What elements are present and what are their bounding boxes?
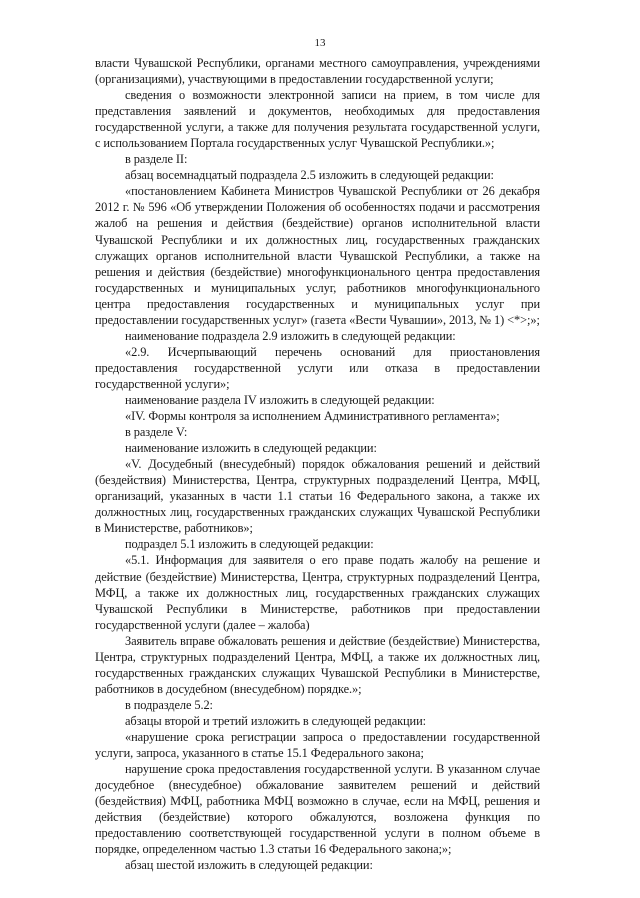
paragraph: «5.1. Информация для заявителя о его праве подать жалобу на решение и действие (бездействие) Министерства, Центра, структурных подразделений Центра, МФЦ, а также их должностных лиц, государственных гражданских служащих Чувашской Республики в Министерстве, работников при предоставлении государственной услуги (далее – жалоба) [95,553,540,632]
document-body [95,55,540,873]
paragraph: нарушение срока предоставления государственной услуги. В указанном случае досудебное (внесудебное) обжалование заявителем решений и действий (бездействия) МФЦ, работника МФЦ возможно в случае, если на МФЦ, решения и действия (бездействие) которого обжалуются, возложена функция по предоставлению соответствующей государственной услуги в полном объеме в порядке, определенном частью 1.3 статьи 16 Федерального закона;»; [95,762,540,857]
paragraph: «нарушение срока регистрации запроса о предоставлении государственной услуги, запроса, указанного в статье 15.1 Федерального закона; [95,729,540,761]
paragraph: наименование изложить в следующей редакции: [125,441,377,456]
paragraph: абзац шестой изложить в следующей редакции: [125,858,373,873]
paragraph: власти Чувашской Республики, органами местного самоуправления, учреждениями (организациями), участвующими в предоставлении государственной услуги; [95,56,540,87]
paragraph: «постановлением Кабинета Министров Чувашской Республики от 26 декабря 2012 г. № 596 «Об утверждении Положения об особенностях подачи и рассмотрения жалоб на решения и действия (бездействие) органов исполнительной власти Чувашской Республики и их должностных лиц, государственных гражданских служащих органов исполнительной власти Чувашской Республики, а также на решения и действия (бездействие) многофункционального центра предоставления государственных и муниципальных услуг, работников многофункционального центра предоставления государственных и муниципальных услуг при предоставлении государственных услуг» (газета «Вести Чувашии», 2013, № 1) <*>;»; [95,184,540,327]
paragraph: «2.9. Исчерпывающий перечень оснований для приостановления предоставления государственной услуги или отказа в предоставлении государственной услуги»; [95,344,540,391]
paragraph: в разделе II: [125,152,188,167]
paragraph: «V. Досудебный (внесудебный) порядок обжалования решений и действий (бездействия) Министерства, Центра, структурных подразделений Центра, МФЦ, организаций, указанных в части 1.1 статьи 16 Федерального закона, а также их должностных лиц, государственных гражданских служащих Чувашской Республики в Министерстве, работников»; [95,457,540,536]
paragraph: наименование раздела IV изложить в следующей редакции: [125,392,435,407]
paragraph: в разделе V: [125,425,188,440]
paragraph: подраздел 5.1 изложить в следующей редакции: [125,537,374,552]
paragraph: абзацы второй и третий изложить в следующей редакции: [125,713,426,728]
paragraph: сведения о возможности электронной записи на прием, в том числе для представления заявлений и документов, необходимых для предоставления государственной услуги, а также для получения результата государственной услуги, с использованием Портала государственных услуг Чувашской Республики.»; [95,88,540,151]
paragraph: наименование подраздела 2.9 изложить в следующей редакции: [125,328,456,343]
paragraph: в подразделе 5.2: [125,697,213,712]
paragraph: абзац восемнадцатый подраздела 2.5 изложить в следующей редакции: [125,168,494,183]
paragraph: Заявитель вправе обжаловать решения и действие (бездействие) Министерства, Центра, структурных подразделений Центра, МФЦ, а также их должностных лиц, государственных гражданских служащих Чувашской Республики в Министерстве, работников в досудебном (внесудебном) порядке.»; [95,633,540,696]
page-number: 13 [314,37,326,49]
paragraph: «IV. Формы контроля за исполнением Административного регламента»; [125,409,500,424]
